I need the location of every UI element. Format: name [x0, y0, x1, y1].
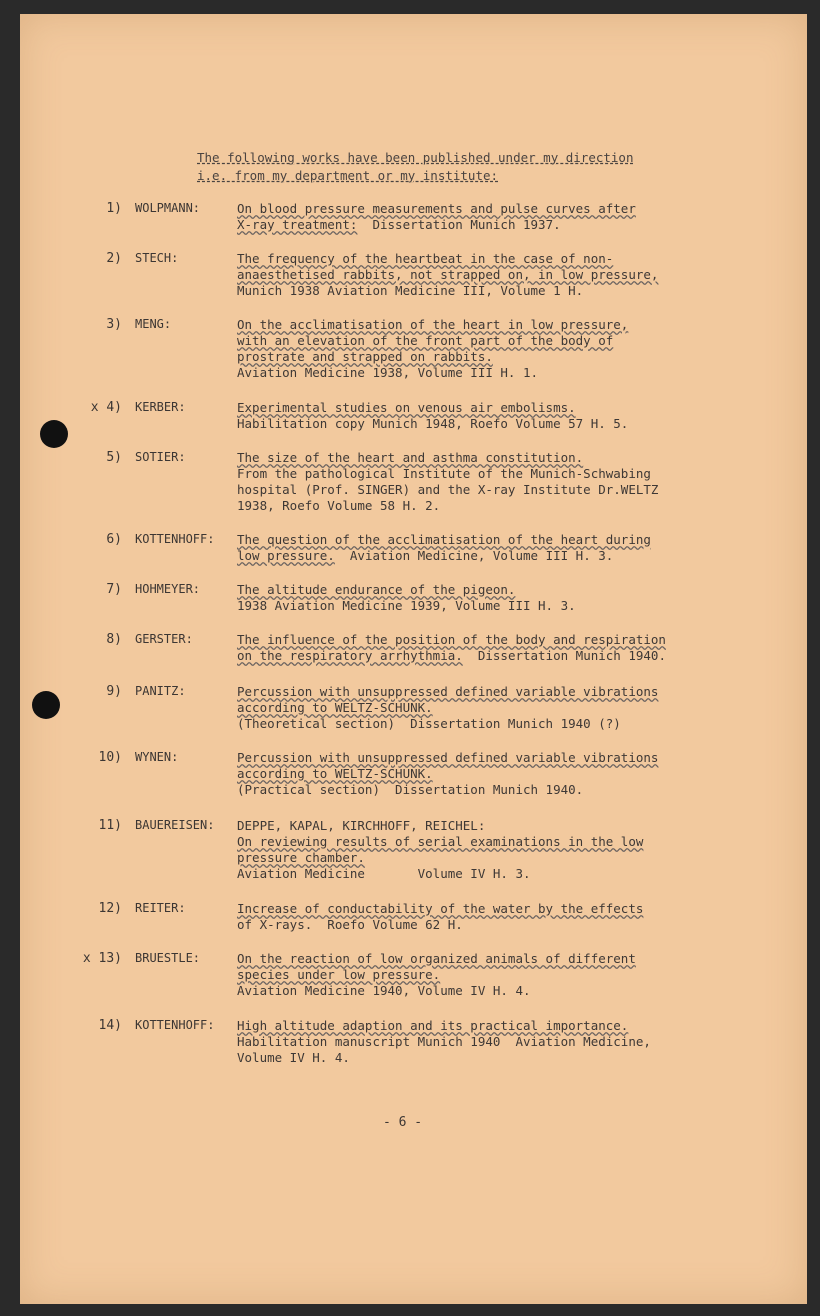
entry-title: Increase of conductability of the water by the effects	[237, 901, 644, 916]
entry-title: according to WELTZ-SCHUNK.	[237, 766, 433, 781]
entry-title: The size of the heart and asthma constitution.	[237, 450, 584, 465]
entry-author: REITER:	[135, 901, 186, 915]
entry-source: Aviation Medicine 1938, Volume III H. 1.	[237, 365, 539, 380]
entry-source: Aviation Medicine 1940, Volume IV H. 4.	[237, 983, 531, 998]
entry-title: On reviewing results of serial examinations in the low	[237, 834, 644, 849]
entry-source: Dissertation Munich 1937.	[372, 217, 561, 232]
entry-number: 14)	[98, 1018, 122, 1033]
entry-number: 9)	[106, 684, 122, 699]
entry-author: KOTTENHOFF:	[135, 1018, 215, 1032]
entry-number: x 13)	[82, 951, 122, 966]
entry-number: 12)	[98, 901, 122, 916]
entry-author: KOTTENHOFF:	[135, 532, 215, 546]
entry-title: The altitude endurance of the pigeon.	[237, 582, 516, 597]
punch-hole	[40, 420, 68, 448]
entry-title: On blood pressure measurements and pulse curves after	[237, 201, 636, 216]
page-number: - 6 -	[383, 1115, 423, 1130]
entry-source: 1938 Aviation Medicine 1939, Volume III H. 3.	[237, 598, 576, 613]
entry-source: Habilitation manuscript Munich 1940 Aviation Medicine,	[237, 1034, 651, 1049]
heading-line-1: The following works have been published under my direction	[197, 150, 634, 165]
entry-title: species under low pressure.	[237, 967, 441, 982]
entry-number: 11)	[98, 818, 122, 833]
entry-source: Aviation Medicine, Volume III H. 3.	[349, 548, 614, 563]
entry-author: WYNEN:	[135, 750, 179, 764]
entry-title: anaesthetised rabbits, not strapped on, in low pressure,	[237, 267, 659, 282]
entry-title: The question of the acclimatisation of the heart during	[237, 532, 651, 547]
entry-author: KERBER:	[135, 400, 186, 414]
entry-title: X-ray treatment:	[237, 217, 358, 232]
entry-source: of X-rays. Roefo Volume 62 H.	[237, 917, 463, 932]
entry-title: Experimental studies on venous air embolisms.	[237, 400, 576, 415]
entry-title: low pressure.	[237, 548, 335, 563]
entry-title: on the respiratory arrhythmia.	[237, 648, 463, 663]
entry-author: PANITZ:	[135, 684, 186, 698]
entry-source: hospital (Prof. SINGER) and the X-ray Institute Dr.WELTZ	[237, 482, 659, 497]
entry-author: WOLPMANN:	[135, 201, 201, 215]
entry-author: GERSTER:	[135, 632, 193, 646]
entry-source: 1938, Roefo Volume 58 H. 2.	[237, 498, 441, 513]
entry-title: pressure chamber.	[237, 850, 365, 865]
entry-number: 1)	[106, 201, 122, 216]
entry-title: Percussion with unsuppressed defined variable vibrations	[237, 684, 659, 699]
entry-title: with an elevation of the front part of the body of	[237, 333, 614, 348]
entry-number: 8)	[106, 632, 122, 647]
entry-number: x 4)	[90, 400, 122, 415]
entry-source: From the pathological Institute of the Munich-Schwabing	[237, 466, 651, 481]
entry-number: 2)	[106, 251, 122, 266]
entry-author: SOTIER:	[135, 450, 186, 464]
entry-title: The frequency of the heartbeat in the case of non-	[237, 251, 614, 266]
entry-source: Habilitation copy Munich 1948, Roefo Volume 57 H. 5.	[237, 416, 629, 431]
document-heading	[197, 149, 634, 185]
entry-author: MENG:	[135, 317, 172, 331]
entry-source: Aviation Medicine Volume IV H. 3.	[237, 866, 531, 881]
entry-source: (Practical section) Dissertation Munich 1940.	[237, 782, 584, 797]
entry-source: Volume IV H. 4.	[237, 1050, 350, 1065]
entry-title: On the reaction of low organized animals of different	[237, 951, 636, 966]
entry-author: STECH:	[135, 251, 179, 265]
entry-number: 5)	[106, 450, 122, 465]
entry-title: The influence of the position of the body and respiration	[237, 632, 666, 647]
heading-line-2: i.e. from my department or my institute:	[197, 168, 499, 183]
entry-title: Percussion with unsuppressed defined variable vibrations	[237, 750, 659, 765]
entry-number: 10)	[98, 750, 122, 765]
entry-number: 3)	[106, 317, 122, 332]
entry-coauthors: DEPPE, KAPAL, KIRCHHOFF, REICHEL:	[237, 818, 486, 833]
entry-author: BAUEREISEN:	[135, 818, 215, 832]
entry-author: BRUESTLE:	[135, 951, 201, 965]
entry-title: according to WELTZ-SCHUNK.	[237, 700, 433, 715]
entry-author: HOHMEYER:	[135, 582, 201, 596]
entry-source: (Theoretical section) Dissertation Munich 1940 (?)	[237, 716, 621, 731]
entry-title: prostrate and strapped on rabbits.	[237, 349, 493, 364]
entry-title: High altitude adaption and its practical importance.	[237, 1018, 629, 1033]
entry-source: Dissertation Munich 1940.	[477, 648, 666, 663]
entry-source: Munich 1938 Aviation Medicine III, Volume 1 H.	[237, 283, 584, 298]
entry-number: 7)	[106, 582, 122, 597]
entry-number: 6)	[106, 532, 122, 547]
entry-title: On the acclimatisation of the heart in low pressure,	[237, 317, 629, 332]
